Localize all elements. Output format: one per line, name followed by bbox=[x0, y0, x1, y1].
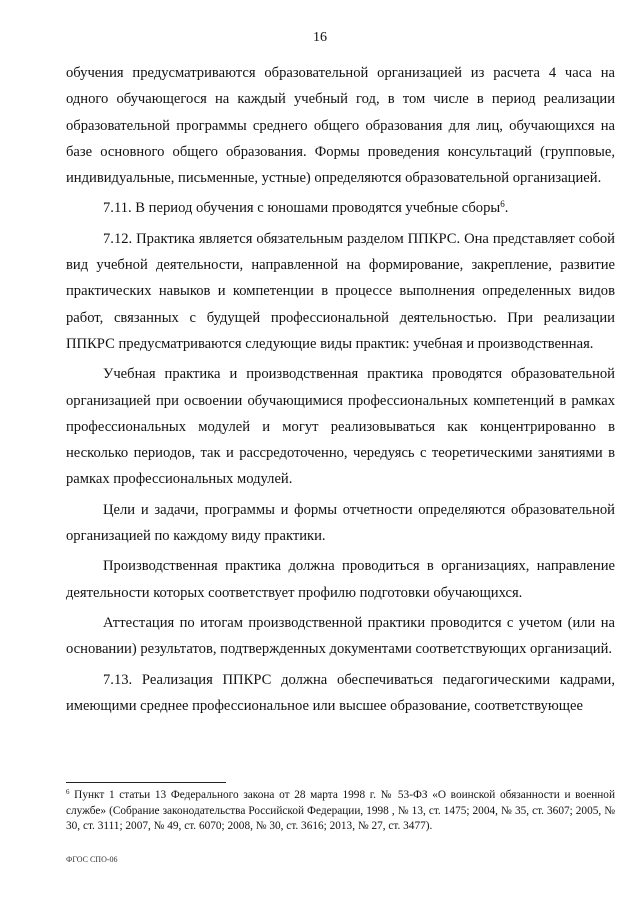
paragraph-7-11: 7.11. В период обучения с юношами проводятся учебные сборы$^6$. bbox=[103, 199, 509, 217]
paragraph-7-13: 7.13. Реализация ППКРС должна обеспечиваться педагогическими кадрами, имеющими среднее профессиональное или высшее образование, соответствующее bbox=[66, 671, 615, 714]
paragraph-7-11-text: 7.11. В период обучения с юношами проводятся учебные сборы bbox=[103, 200, 501, 217]
footnote bbox=[66, 788, 615, 835]
paragraph-production-practice: Производственная практика должна проводиться в организациях, направление деятельности которых соответствует профилю подготовки обучающихся. bbox=[66, 558, 615, 601]
paragraph-attestation: Аттестация по итогам производственной практики проводится с учетом (или на основании) результатов, подтвержденных документами соответствующих организаций. bbox=[66, 614, 615, 658]
paragraph-practice-conduct: Учебная практика и производственная практика проводятся образовательной организацией при освоении обучающимися профессиональных компетенций в рамках профессиональных модулей и могут реализовываться как концентрированно в несколько периодов, так и рассредоточенно, чередуясь с теоретическими занятиями в рамках профессиональных модулей. bbox=[66, 366, 615, 488]
footnote-text: Пункт 1 статьи 13 Федерального закона от 28 марта 1998 г. № 53-ФЗ «О воинской обязанности и военной службе» (Собрание законодательства Российской Федерации, 1998 , № 13, ст. 1475; 2004, № 35, ст. 3607; 2005, № 30, ст. 3111; 2007, № 49, ст. 6070; 2008, № 30, ст. 3616; 2013, № 27, ст. 3477). bbox=[66, 789, 615, 833]
paragraph-7-12: 7.12. Практика является обязательным разделом ППКРС. Она представляет собой вид учебной деятельности, направленной на формирование, закрепление, развитие практических навыков и компетенции в процессе выполнения определенных видов работ, связанных с будущей профессиональной деятельностью. При реализации ППКРС предусматриваются следующие виды практик: учебная и производственная. bbox=[66, 230, 615, 352]
page-number: 16 bbox=[313, 30, 327, 45]
paragraph-practice-goals: Цели и задачи, программы и формы отчетности определяются образовательной организацией по каждому виду практики. bbox=[66, 501, 615, 545]
document-code: ФГОС СПО-06 bbox=[66, 855, 118, 864]
footnote-marker: 6 bbox=[66, 788, 70, 796]
paragraph-consultations: обучения предусматриваются образовательной организацией из расчета 4 часа на одного обучающегося на каждый учебный год, в том числе в период реализации образовательной программы среднего общего образования для лиц, обучающихся на базе основного общего образования. Формы проведения консультаций (групповые, индивидуальные, письменные, устные) определяются образовательной организацией. bbox=[66, 65, 615, 187]
footnote-reference: 6 bbox=[500, 199, 505, 210]
footnote-divider bbox=[66, 782, 226, 783]
document-body bbox=[66, 60, 615, 719]
